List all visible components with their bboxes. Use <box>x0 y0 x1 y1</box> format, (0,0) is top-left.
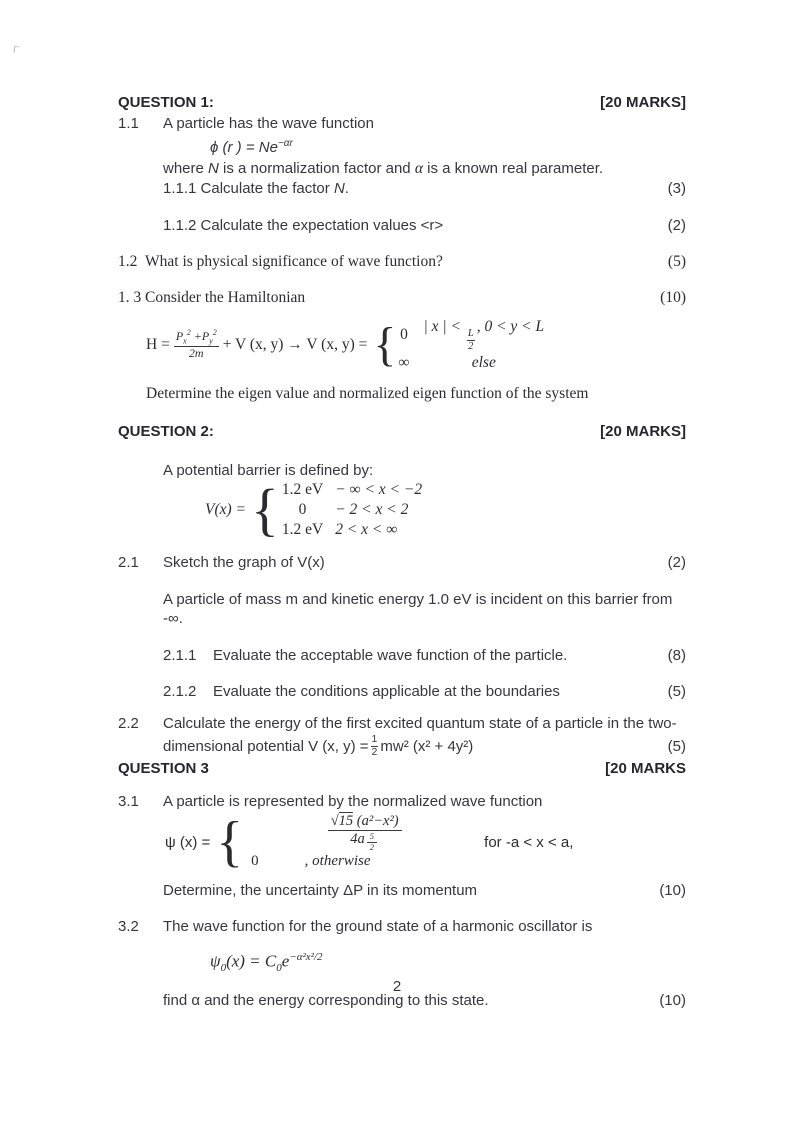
item-2-1 <box>118 553 686 572</box>
item-marks: (5) <box>667 253 686 270</box>
symbol-alpha: α <box>414 160 423 177</box>
item-text: A particle has the wave function <box>163 115 374 132</box>
item-3-1 <box>118 792 686 811</box>
equation-mid: + V (x, y) → V (x, y) = <box>222 336 368 354</box>
item-marks: (2) <box>667 217 686 234</box>
where-line <box>118 159 686 179</box>
item-text: 1.1.2 Calculate the expectation values <r> <box>163 217 444 234</box>
fraction-numerator <box>328 813 402 831</box>
incident-particle-line: A particle of mass m and kinetic energy 1.0 eV is incident on this barrier from -∞. <box>163 591 673 628</box>
psi-symbol: ψ <box>210 951 221 971</box>
item-marks: (3) <box>667 180 686 197</box>
case-value: 1.2 eV <box>281 481 324 499</box>
item-text: What is physical significance of wave function? <box>145 253 443 270</box>
potential-pre: dimensional potential V (x, y) = <box>163 737 369 755</box>
mini-denominator: 2 <box>371 745 378 758</box>
item-marks: (10) <box>660 289 686 306</box>
potential-equation <box>205 476 686 542</box>
case-condition: − 2 < x < 2 <box>335 501 409 519</box>
page-number: 2 <box>392 978 402 995</box>
left-brace: { <box>216 811 244 874</box>
mini-numerator: 1 <box>371 733 378 746</box>
item-marks: (2) <box>667 554 686 572</box>
radicand: 15 <box>338 813 354 830</box>
item-1-1-2 <box>118 216 686 235</box>
mini-denominator: 2 <box>369 841 375 852</box>
item-number: 1.1 <box>118 115 139 132</box>
fraction-denominator <box>350 831 379 852</box>
sub-zero: 0 <box>276 962 282 975</box>
denominator-base: 4a <box>350 831 365 848</box>
ground-state-equation <box>210 944 686 981</box>
where-post: is a known real parameter. <box>422 160 604 177</box>
where-mid: is a normalization factor and <box>218 160 415 177</box>
case-condition: , otherwise <box>304 853 371 870</box>
item-1-1 <box>118 114 686 133</box>
case-condition: else <box>471 354 496 372</box>
question3-total-marks: [20 MARKS <box>605 760 686 778</box>
sub-x: x <box>183 336 187 346</box>
left-brace: { <box>251 476 279 542</box>
case-value: 1.2 eV <box>281 521 324 539</box>
equation-exponent: −αr <box>277 138 293 149</box>
equation-lhs: H = <box>146 336 170 354</box>
numerator-rest: (a²−x²) <box>353 813 399 830</box>
equation-body: ϕ (r ) = Ne <box>210 139 278 156</box>
item-text-tail: . <box>344 180 349 197</box>
sup-2: 2 <box>186 328 191 338</box>
left-brace: { <box>373 317 397 371</box>
mini-numerator: L <box>467 328 474 339</box>
equation-mid: (x) = C <box>226 951 277 971</box>
question1-title: QUESTION 1: <box>118 94 214 111</box>
question2-title: QUESTION 2: <box>118 423 214 441</box>
sub-y: y <box>209 336 213 346</box>
question2-heading-row <box>118 422 686 441</box>
item-text-line2 <box>118 733 686 759</box>
mini-denominator: 2 <box>468 340 474 352</box>
page-content <box>118 93 686 1010</box>
item-text: 1.1.1 Calculate the factor <box>163 180 334 197</box>
piecewise-cases <box>247 813 482 871</box>
question1-total-marks: [20 MARKS] <box>600 94 686 111</box>
item-number: 3.1 <box>118 793 139 811</box>
item-text: Sketch the graph of V(x) <box>163 554 325 572</box>
item-text-line1: Calculate the energy of the first excited quantum state of a particle in the two- <box>163 715 677 733</box>
symbol-N: N <box>208 160 219 177</box>
one-half-fraction <box>371 734 379 758</box>
item-3-2 <box>118 917 686 936</box>
mini-numerator: 5 <box>367 832 377 842</box>
condition-post: , 0 < y < L <box>476 318 545 335</box>
item-text: A particle is represented by the normalized wave function <box>163 793 543 811</box>
item-number: 2.2 <box>118 715 139 733</box>
item-1-1-1 <box>118 179 686 198</box>
item-text: Evaluate the acceptable wave function of the particle. <box>213 647 568 665</box>
L-over-2 <box>467 328 475 352</box>
fraction-numerator <box>174 328 219 347</box>
item-text: Consider the Hamiltonian <box>145 289 306 306</box>
case-condition: − ∞ < x < −2 <box>335 481 423 499</box>
wavefunction-equation <box>210 133 686 159</box>
item-1-2 <box>118 252 686 272</box>
normalized-wavefunction-equation <box>165 811 686 874</box>
item-marks: (10) <box>659 992 686 1010</box>
fraction-denominator: 2m <box>188 345 204 360</box>
equation-lhs: V(x) = <box>205 501 247 519</box>
item-2-2 <box>118 714 686 759</box>
five-halves-exponent <box>367 832 377 852</box>
case-value: 0 <box>298 501 307 519</box>
item-marks: (10) <box>659 882 686 900</box>
sub-zero: 0 <box>220 962 227 975</box>
where-pre: where <box>163 160 209 177</box>
condition-pre: | x | < <box>423 318 465 335</box>
item-number: 1. 3 <box>118 289 142 306</box>
case-value: ∞ <box>398 354 410 372</box>
wavefunction-fraction <box>247 813 482 852</box>
equation-lhs: ψ (x) = <box>165 833 211 851</box>
p-y: +P <box>190 329 210 344</box>
case-row-2 <box>247 852 482 871</box>
item-number: 2.1.1 <box>163 647 197 665</box>
symbol-N: N <box>333 180 345 197</box>
item-text: Evaluate the conditions applicable at the boundaries <box>213 683 560 701</box>
scan-artifact <box>14 46 20 54</box>
sup-2: 2 <box>212 328 217 338</box>
domain-condition: for -a < x < a, <box>484 833 574 851</box>
question3-title: QUESTION 3 <box>118 760 209 778</box>
hamiltonian-equation <box>146 317 686 372</box>
question1-heading-row <box>118 93 686 112</box>
e-symbol: e <box>281 951 290 971</box>
item-text: Determine, the uncertainty ΔP in its momentum <box>163 882 478 900</box>
item-number: 2.1 <box>118 554 139 572</box>
item-text: The wave function for the ground state of a harmonic oscillator is <box>163 918 593 936</box>
question3-heading-row <box>118 759 686 778</box>
item-marks: (8) <box>667 647 686 665</box>
barrier-intro: A potential barrier is defined by: <box>163 462 374 480</box>
radical-sign: √ <box>330 813 339 830</box>
item-number: 1.2 <box>118 253 138 270</box>
equation-exponent: −α²x²/2 <box>289 951 323 964</box>
uncertainty-line <box>118 881 686 900</box>
item-2-1-1 <box>118 646 686 665</box>
piecewise-cases <box>282 480 422 539</box>
item-text: find α and the energy corresponding to this state. <box>163 992 489 1010</box>
item-number: 3.2 <box>118 918 139 936</box>
piecewise-cases <box>398 317 544 372</box>
p-x: P <box>175 329 184 344</box>
item-1-3 <box>118 288 686 308</box>
momentum-fraction <box>174 328 219 360</box>
item-2-1-2 <box>118 682 686 701</box>
case-condition <box>423 317 544 352</box>
question2-total-marks: [20 MARKS] <box>600 423 686 441</box>
item-marks: (5) <box>667 683 686 701</box>
potential-post: mw² (x² + 4y²) <box>380 737 474 755</box>
item-marks: (5) <box>667 738 686 756</box>
case-value: 0 <box>400 326 408 344</box>
case-condition: 2 < x < ∞ <box>335 521 398 539</box>
item-number: 2.1.2 <box>163 683 197 701</box>
case-value: 0 <box>251 853 259 870</box>
determine-line: Determine the eigen value and normalized eigen function of the system <box>146 385 589 403</box>
